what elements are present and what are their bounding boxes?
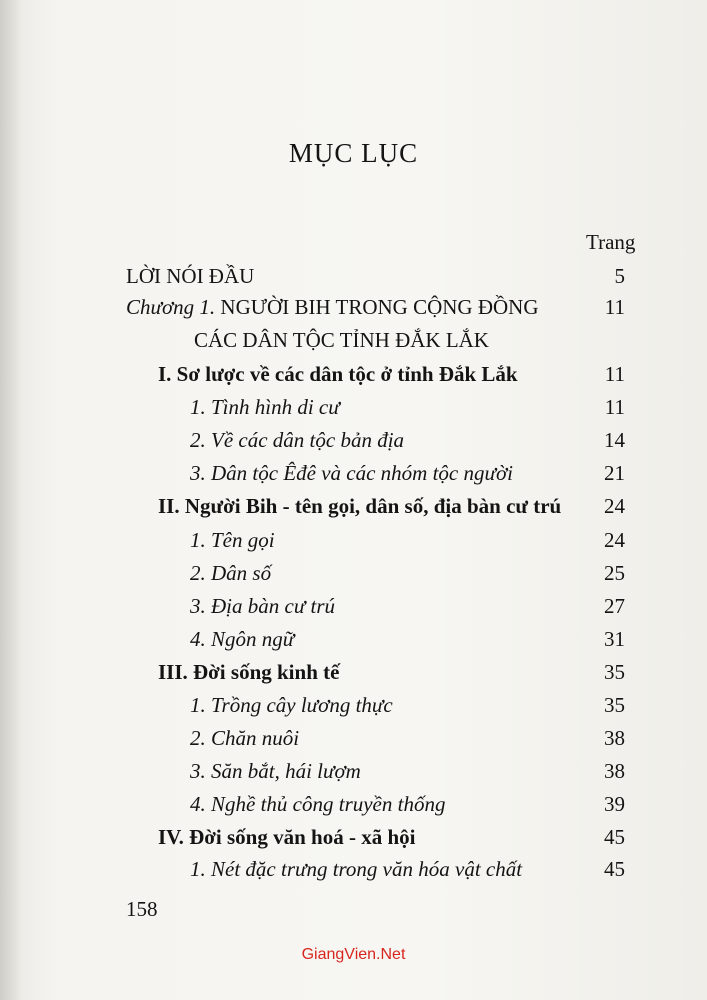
- toc-entry: [0, 693, 707, 723]
- toc-entry-label: 2. Chăn nuôi: [190, 726, 300, 750]
- toc-entry-label: II. Người Bih - tên gọi, dân số, địa bàn cư trú: [158, 494, 562, 518]
- page-column-header: Trang: [586, 230, 636, 254]
- toc-entry: [0, 461, 707, 491]
- toc-entry-label: 3. Dân tộc Êđê và các nhóm tộc người: [190, 461, 513, 485]
- toc-entry-label: LỜI NÓI ĐẦU: [126, 264, 255, 288]
- toc-entry: [0, 759, 707, 789]
- toc-entry-page: 14: [604, 428, 625, 452]
- chapter-prefix: Chương 1.: [126, 295, 216, 319]
- toc-entry-page: 45: [604, 825, 625, 849]
- toc-entry-page: 27: [604, 594, 625, 618]
- toc-entry-label: 2. Về các dân tộc bản địa: [190, 428, 405, 452]
- toc-entry-page: 25: [604, 561, 625, 585]
- watermark[interactable]: GiangVien.Net: [301, 946, 406, 963]
- toc-entry: [0, 825, 707, 855]
- toc-entry-page: 24: [604, 528, 625, 552]
- toc-entry-page: 11: [604, 295, 625, 319]
- chapter-title: NGƯỜI BIH TRONG CỘNG ĐỒNG: [215, 295, 539, 319]
- toc-entry: [0, 792, 707, 822]
- toc-entry-label: IV. Đời sống văn hoá - xã hội: [158, 825, 416, 849]
- toc-entry-label: I. Sơ lược về các dân tộc ở tỉnh Đắk Lắk: [158, 362, 518, 386]
- page-number: 158: [126, 897, 158, 921]
- toc-entry: [0, 528, 707, 558]
- toc-entry-label: CÁC DÂN TỘC TỈNH ĐẮK LẮK: [194, 328, 489, 352]
- toc-entry: [0, 295, 707, 325]
- toc-entry-label: III. Đời sống kinh tế: [158, 660, 340, 684]
- toc-entry-label: 3. Địa bàn cư trú: [190, 594, 336, 618]
- toc-entry-page: 5: [614, 264, 625, 288]
- toc-entry-page: 11: [604, 362, 625, 386]
- toc-entry-label: 2. Dân số: [190, 561, 272, 585]
- toc-entry-label: 1. Nét đặc trưng trong văn hóa vật chất: [190, 857, 523, 881]
- toc-entry-page: 11: [604, 395, 625, 419]
- toc-entry-page: 24: [604, 494, 625, 518]
- toc-entry: [0, 594, 707, 624]
- toc-entry-page: 39: [604, 792, 625, 816]
- toc-entry: [0, 726, 707, 756]
- toc-entry-page: 21: [604, 461, 625, 485]
- toc-entry: [0, 264, 707, 294]
- toc-entry-label: 4. Nghề thủ công truyền thống: [190, 792, 446, 816]
- toc-entry: [0, 627, 707, 657]
- toc-entry: [0, 362, 707, 392]
- toc-entry: [0, 561, 707, 591]
- toc-entry: [0, 494, 707, 524]
- toc-entry-page: 38: [604, 726, 625, 750]
- toc-entry-page: 45: [604, 857, 625, 881]
- page-title: MỤC LỤC: [288, 138, 419, 168]
- toc-entry-page: 38: [604, 759, 625, 783]
- toc-entry-page: 35: [604, 693, 625, 717]
- toc-entry: [0, 428, 707, 458]
- toc-entry-page: 35: [604, 660, 625, 684]
- toc-entry-label: [126, 295, 539, 320]
- toc-entry-label: 3. Săn bắt, hái lượm: [190, 759, 361, 783]
- toc-entry-continuation: [0, 328, 707, 358]
- toc-entry: [0, 857, 707, 887]
- toc-entry-label: 1. Tình hình di cư: [190, 395, 340, 419]
- toc-entry: [0, 660, 707, 690]
- toc-entry-label: 1. Tên gọi: [190, 528, 275, 552]
- toc-entry: [0, 395, 707, 425]
- toc-entry-label: 4. Ngôn ngữ: [190, 627, 295, 651]
- toc-entry-page: 31: [604, 627, 625, 651]
- toc-entry-label: 1. Trồng cây lương thực: [190, 693, 393, 717]
